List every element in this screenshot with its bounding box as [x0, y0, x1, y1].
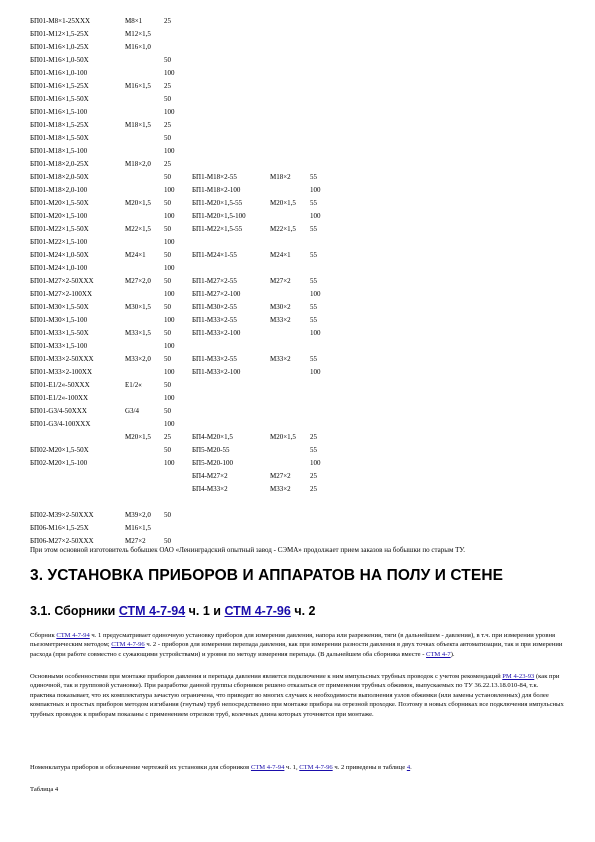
subsection-post: ч. 2: [290, 604, 316, 618]
table-cell: БП01-М18×2,0-50Х: [30, 173, 89, 181]
table-cell: Е1/2«: [125, 381, 142, 389]
table-cell: БП01-Е1/2«-50ХХХ: [30, 381, 90, 389]
text: ч. 1,: [284, 764, 300, 771]
table-cell: 50: [164, 251, 171, 259]
table-cell: 50: [164, 199, 171, 207]
table-cell: 55: [310, 446, 317, 454]
text: ч. 2 - приборов для измерения перепада давления, как при измерении разности давления в двух точках объекта автоматизации, так и при измерении расхода (при работе совместно с сужающими устройствами) и уровня по методу измерения перепада. (В дальнейшем оба сборника вместе -: [30, 641, 563, 658]
table-cell: М20×1,5: [270, 433, 296, 441]
note-paragraph: При этом основной изготовитель бобышек ОАО «Ленинградский опытный завод - СЭМА» продолжает прием заказов на бобышки по старым ТУ.: [30, 546, 465, 554]
table-row: [30, 405, 570, 418]
text: Основными особенностями при монтаже приборов давления и перепада давления является подключение к ним импульсных трубных проводок с учетом рекомендаций: [30, 673, 503, 680]
text: ч. 1 предусматривает одиночную установку приборов для измерения давления, напора или разрежения, тяги (в дальнейшем - давления), в т.ч. при измерении уровня пьезометрическим методом;: [30, 632, 556, 649]
table-cell: 50: [164, 329, 171, 337]
table-cell: БП01-М18×1,5-100: [30, 147, 88, 155]
subsection-title: [30, 604, 315, 618]
fitting-table: [30, 15, 570, 548]
table-cell: 50: [164, 134, 171, 142]
table-cell: 25: [310, 472, 317, 480]
table-cell: 50: [164, 446, 171, 454]
text: Номенклатура приборов и обозначение чертежей их установки для сборников: [30, 764, 251, 771]
paragraph-1: [30, 631, 565, 659]
table-cell: БП01-М16×1,5-50Х: [30, 95, 89, 103]
table-cell: БП1-М33×2-100: [192, 368, 241, 376]
table-row: [30, 379, 570, 392]
table-cell: БП01-М18×2,0-25Х: [30, 160, 89, 168]
table-cell: БП02-М39×2-50ХХХ: [30, 511, 94, 519]
table-cell: БП01-М33×1,5-100: [30, 342, 88, 350]
table-cell: 25: [164, 433, 171, 441]
table-cell: 100: [164, 69, 175, 77]
table-cell: 100: [310, 212, 321, 220]
table-cell: М27×2: [270, 472, 291, 480]
table-cell: 50: [164, 225, 171, 233]
table-row: [30, 483, 570, 496]
table-cell: БП01-М20×1,5-50Х: [30, 199, 89, 207]
table-cell: 50: [164, 173, 171, 181]
table-cell: БП1-М33×2-100: [192, 329, 241, 337]
table-cell: М24×1: [270, 251, 291, 259]
table-row: [30, 106, 570, 119]
link-stm-4-7-94[interactable]: СТМ 4-7-94: [56, 632, 90, 639]
table-cell: БП01-М33×2-50ХХХ: [30, 355, 94, 363]
table-cell: 100: [310, 186, 321, 194]
table-cell: М33×2,0: [125, 355, 151, 363]
table-row: [30, 184, 570, 197]
link-stm-4-7-96[interactable]: СТМ 4-7-96: [299, 764, 333, 771]
paragraph-2: [30, 672, 565, 719]
table-cell: 25: [164, 17, 171, 25]
table-cell: 100: [310, 329, 321, 337]
table-cell: БП1-М33×2-55: [192, 316, 237, 324]
table-cell: 55: [310, 173, 317, 181]
table-cell: М33×2: [270, 355, 291, 363]
table-cell: БП1-М33×2-55: [192, 355, 237, 363]
section-title: 3. УСТАНОВКА ПРИБОРОВ И АППАРАТОВ НА ПОЛУ И СТЕНЕ: [30, 567, 504, 584]
table-cell: 100: [310, 368, 321, 376]
table-cell: М22×1,5: [270, 225, 296, 233]
table-cell: БП01-М18×1,5-25Х: [30, 121, 89, 129]
table-cell: 100: [164, 459, 175, 467]
table-cell: 55: [310, 316, 317, 324]
table-cell: БП01-М16×1,5-100: [30, 108, 88, 116]
table-cell: БП01-М33×1,5-50Х: [30, 329, 89, 337]
text: ).: [450, 650, 455, 658]
table-cell: 100: [164, 290, 175, 298]
table-row: [30, 327, 570, 340]
table-row: [30, 314, 570, 327]
table-row: [30, 223, 570, 236]
table-cell: М33×2: [270, 485, 291, 493]
table-cell: 100: [164, 212, 175, 220]
table-cell: М27×2: [270, 277, 291, 285]
table-cell: М33×2: [270, 316, 291, 324]
table-cell: БП01-М30×1,5-100: [30, 316, 88, 324]
table-cell: БП1-М20×1,5-100: [192, 212, 246, 220]
table-cell: М24×1: [125, 251, 146, 259]
table-cell: М20×1,5: [125, 433, 151, 441]
table-row: [30, 132, 570, 145]
table-cell: 50: [164, 407, 171, 415]
table-cell: М18×2: [270, 173, 291, 181]
table-cell: G3/4: [125, 407, 139, 415]
table-row: [30, 28, 570, 41]
table-cell: БП4-М20×1,5: [192, 433, 233, 441]
table-cell: БП01-М8×1-25ХХХ: [30, 17, 91, 25]
table-cell: 100: [164, 147, 175, 155]
table-row: [30, 444, 570, 457]
link-table-4[interactable]: 4: [406, 764, 411, 771]
table-cell: 100: [164, 108, 175, 116]
table-row: [30, 470, 570, 483]
table-cell: 55: [310, 251, 317, 259]
table-cell: БП1-М20×1,5-55: [192, 199, 243, 207]
table-cell: 100: [164, 420, 175, 428]
link-stm-4-7-94[interactable]: СТМ 4-7-94: [250, 764, 285, 771]
table-cell: БП1-М30×2-55: [192, 303, 237, 311]
table-cell: М16×1,5: [125, 524, 151, 532]
table-cell: М18×2,0: [125, 160, 151, 168]
table-cell: 50: [164, 381, 171, 389]
table-cell: БП01-М27×2-100ХХ: [30, 290, 93, 298]
table-cell: БП5-М20-55: [192, 446, 230, 454]
table-cell: БП01-М24×1,0-100: [30, 264, 88, 272]
table-row: [30, 275, 570, 288]
table-cell: 55: [310, 277, 317, 285]
table-row: [30, 249, 570, 262]
table-row: [30, 145, 570, 158]
table-cell: БП01-М33×2-100ХХ: [30, 368, 93, 376]
table-row: [30, 262, 570, 275]
table-cell: 100: [164, 264, 175, 272]
link-stm-4-7-94[interactable]: СТМ 4-7-94: [118, 604, 186, 618]
table-cell: 100: [164, 394, 175, 402]
table-cell: БП4-М33×2: [192, 485, 228, 493]
table-row: [30, 171, 570, 184]
table-row: [30, 119, 570, 132]
text: .: [410, 764, 412, 771]
table-cell: БП01-G3/4-50ХХХ: [30, 407, 87, 415]
table-cell: М20×1,5: [270, 199, 296, 207]
table-caption: Таблица 4: [30, 786, 59, 793]
table-cell: БП01-Е1/2«-100ХХ: [30, 394, 89, 402]
table-cell: 25: [310, 433, 317, 441]
table-cell: 25: [310, 485, 317, 493]
table-cell: 100: [164, 186, 175, 194]
table-row: [30, 93, 570, 106]
table-cell: БП1-М22×1,5-55: [192, 225, 243, 233]
table-cell: 25: [164, 121, 171, 129]
table-cell: БП01-М16×1,0-50Х: [30, 56, 89, 64]
table-row: [30, 54, 570, 67]
table-cell: БП1-М18×2-55: [192, 173, 237, 181]
table-cell: БП1-М18×2-100: [192, 186, 241, 194]
table-cell: БП01-М20×1,5-100: [30, 212, 88, 220]
table-cell: БП4-М27×2: [192, 472, 228, 480]
table-row: [30, 15, 570, 28]
table-row: [30, 522, 570, 535]
table-cell: БП01-М30×1,5-50Х: [30, 303, 89, 311]
table-cell: М33×1,5: [125, 329, 151, 337]
table-row: [30, 431, 570, 444]
table-row: [30, 418, 570, 431]
table-cell: 100: [164, 368, 175, 376]
table-row: [30, 301, 570, 314]
table-cell: БП01-М16×1,0-100: [30, 69, 88, 77]
table-cell: М22×1,5: [125, 225, 151, 233]
table-cell: 50: [164, 537, 171, 545]
table-row: [30, 509, 570, 522]
link-stm-4-7-96[interactable]: СТМ 4-7-96: [111, 641, 145, 649]
table-cell: БП02-М20×1,5-50Х: [30, 446, 89, 454]
table-cell: М39×2,0: [125, 511, 151, 519]
table-cell: БП01-М24×1,0-50Х: [30, 251, 89, 259]
table-cell: БП01-М12×1,5-25Х: [30, 30, 89, 38]
table-cell: БП01-М27×2-50ХХХ: [30, 277, 94, 285]
table-cell: 100: [164, 316, 175, 324]
table-row: [30, 210, 570, 223]
table-cell: БП01-М22×1,5-50Х: [30, 225, 89, 233]
table-row: [30, 340, 570, 353]
table-cell: БП06-М27×2-50ХХХ: [30, 537, 94, 545]
table-cell: М16×1,5: [125, 82, 151, 90]
table-cell: БП1-М24×1-55: [192, 251, 237, 259]
table-cell: 50: [164, 277, 171, 285]
table-row: [30, 236, 570, 249]
table-row: [30, 353, 570, 366]
link-rm-4-23-93[interactable]: РМ 4-23-93: [502, 673, 535, 680]
table-row: [30, 80, 570, 93]
table-cell: БП01-G3/4-100ХХХ: [30, 420, 91, 428]
table-cell: 55: [310, 225, 317, 233]
table-row: [30, 288, 570, 301]
table-row: [30, 496, 570, 509]
table-row: [30, 392, 570, 405]
table-cell: 55: [310, 303, 317, 311]
table-cell: М30×1,5: [125, 303, 151, 311]
table-cell: М30×2: [270, 303, 291, 311]
subsection-mid: ч. 1 и: [185, 604, 225, 618]
table-cell: М18×1,5: [125, 121, 151, 129]
table-row: [30, 457, 570, 470]
table-cell: 50: [164, 511, 171, 519]
table-cell: БП01-М22×1,5-100: [30, 238, 88, 246]
table-cell: 25: [164, 160, 171, 168]
table-cell: 55: [310, 355, 317, 363]
table-row: [30, 67, 570, 80]
link-stm-4-7[interactable]: СТМ 4-7: [426, 650, 451, 658]
table-row: [30, 366, 570, 379]
table-cell: 100: [310, 459, 321, 467]
text: ч. 2 приведены в таблице: [332, 764, 407, 771]
subsection-pre: 3.1. Сборники: [30, 604, 119, 618]
table-cell: БП01-М18×1,5-50Х: [30, 134, 89, 142]
table-row: [30, 41, 570, 54]
table-cell: БП01-М18×2,0-100: [30, 186, 88, 194]
table-row: [30, 158, 570, 171]
table-cell: БП06-М16×1,5-25Х: [30, 524, 89, 532]
table-cell: 50: [164, 95, 171, 103]
text: Сборник: [30, 632, 57, 639]
table-cell: М16×1,0: [125, 43, 151, 51]
table-cell: 100: [164, 342, 175, 350]
table-row: [30, 197, 570, 210]
table-cell: БП1-М27×2-55: [192, 277, 237, 285]
table-cell: 50: [164, 355, 171, 363]
table-cell: БП1-М27×2-100: [192, 290, 241, 298]
table-cell: БП02-М20×1,5-100: [30, 459, 88, 467]
table-cell: 100: [310, 290, 321, 298]
table-cell: М12×1,5: [125, 30, 151, 38]
table-cell: 25: [164, 82, 171, 90]
table-cell: М8×1: [125, 17, 143, 25]
table-cell: 55: [310, 199, 317, 207]
paragraph-3: [30, 763, 565, 772]
table-cell: 100: [164, 238, 175, 246]
table-cell: 50: [164, 56, 171, 64]
text: (как при одиночной, так и групповой установке). При разработке данной группы сборников решено отказаться от применения трубных обжимок, выпускаемых по ТУ 36.22.13.18.010-84, т.к. практика показывает, что их комплектатура зачастую ограничена, что приводит во многих случаях к необходимости выполнения узлов обжимки (или замены установленных) для более компактных и простых приборов методом изгибания (гнутым) труб непосредственно при монтаже прибора на отрезной проходке. Поэтому в новых сборниках все подключения импульсных трубных проводок к приборам показаны с применением отрезков труб, колечных длина которых уточняется при монтаже.: [30, 673, 564, 718]
table-cell: БП01-М16×1,5-25Х: [30, 82, 89, 90]
table-cell: 50: [164, 303, 171, 311]
table-cell: М20×1,5: [125, 199, 151, 207]
table-cell: БП5-М20-100: [192, 459, 233, 467]
link-stm-4-7-96[interactable]: СТМ 4-7-96: [224, 604, 291, 618]
table-cell: БП01-М16×1,0-25Х: [30, 43, 89, 51]
table-cell: М27×2: [125, 537, 146, 545]
table-cell: М27×2,0: [125, 277, 151, 285]
